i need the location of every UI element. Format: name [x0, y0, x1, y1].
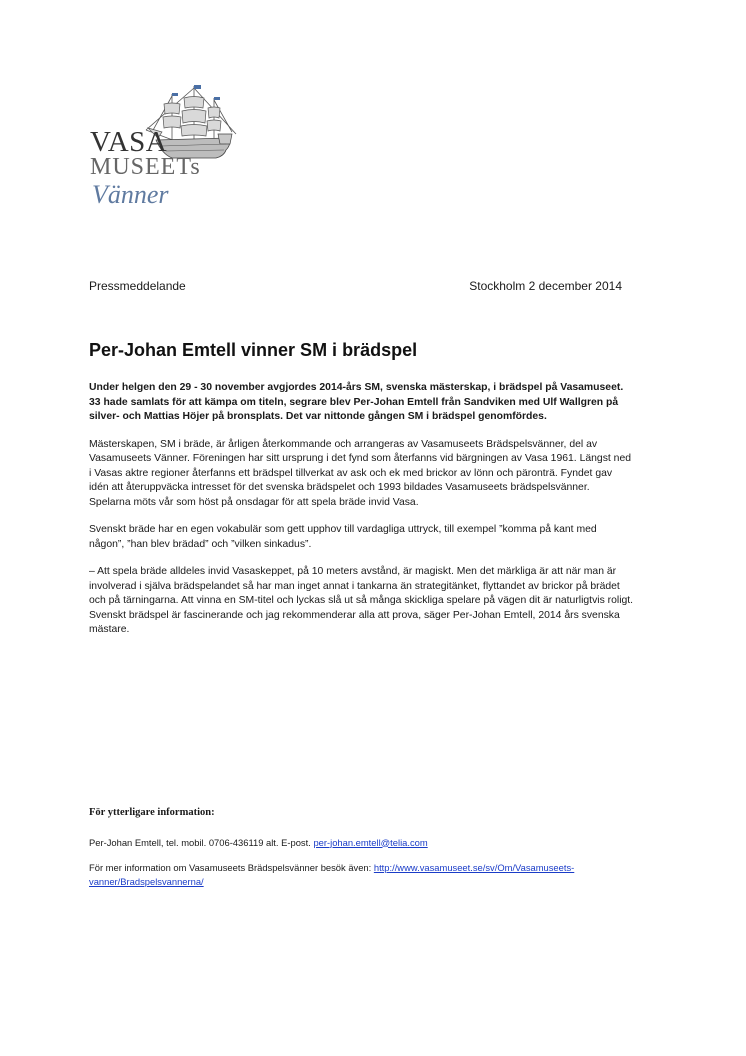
document-type: Pressmeddelande — [89, 279, 186, 293]
place-date: Stockholm 2 december 2014 — [469, 279, 622, 293]
more-info-line — [89, 861, 649, 888]
info-heading: För ytterligare information: — [89, 807, 215, 818]
body-text — [89, 381, 634, 651]
website-link[interactable]: http://www.vasamuseet.se/sv/Om/Vasamuseets-vanner/Bradspelsvannerna/ — [89, 862, 575, 887]
paragraph-3: – Att spela bräde alldeles invid Vasaskeppet, på 10 meters avstånd, är magiskt. Men det märkliga är att när man är involverad i själva brädspelandet så har man inget annat i tankarna än strategitänket, flyttandet av brickor på brädet och på tärningarna. Att vinna en SM-titel och lyckas slå ut så många skickliga spelare på vägen dit är naturligtvis roligt. Svenskt brädspel är fascinerande och jag rekommenderar alla att prova, säger Per-Johan Emtell, 2014 års svenska mästare. — [89, 566, 634, 635]
paragraph-2: Svenskt bräde har en egen vokabulär som gett upphov till vardagliga uttryck, till exempel ”komma på kant med någon”, ”han blev brädad” och ”vilken sinkadus”. — [89, 524, 597, 550]
logo-line-museets: MUSEETs — [90, 154, 201, 180]
contact-line — [89, 836, 649, 850]
contact-text: Per-Johan Emtell, tel. mobil. 0706-436119 alt. E-post. — [89, 836, 314, 848]
page-title: Per-Johan Emtell vinner SM i brädspel — [89, 340, 418, 360]
email-link[interactable]: per-johan.emtell@telia.com — [313, 836, 428, 848]
more-info-text: För mer information om Vasamuseets Brädspelsvänner besök även: — [89, 862, 374, 873]
logo-line-vanner: Vänner — [92, 180, 169, 209]
contact-info — [89, 806, 649, 900]
logo — [86, 84, 246, 214]
paragraph-1: Mästerskapen, SM i bräde, är årligen återkommande och arrangeras av Vasamuseets Brädspelsvänner, del av Vasamuseets Vänner. Föreningen har sitt ursprung i det fynd som återfanns vid bärgningen av Vasa 1961. Längst ned i Vasas aktre regioner återfanns ett brädspel tillverkat av ask och ek med brickor av lönn och päronträ. Fyndet gav idén att återuppväcka intresset för det svenska brädspelet och 1993 bildades Vasamuseets brädspelsvänner. Spelarna möts vår som höst på onsdagar för att spela bräde invid Vasa. — [89, 438, 631, 508]
logo-line-vasa: VASA — [90, 126, 168, 158]
lead-paragraph: Under helgen den 29 - 30 november avgjordes 2014-års SM, svenska mästerskap, i brädspel på Vasamuseet. 33 hade samlats för att kämpa om titeln, segrare blev Per-Johan Emtell från Sandviken med Ulf Wallgren på silver- och Mattias Höjer på bronsplats. Det var nittonde gången SM i brädspel genomfördes. — [89, 382, 624, 422]
